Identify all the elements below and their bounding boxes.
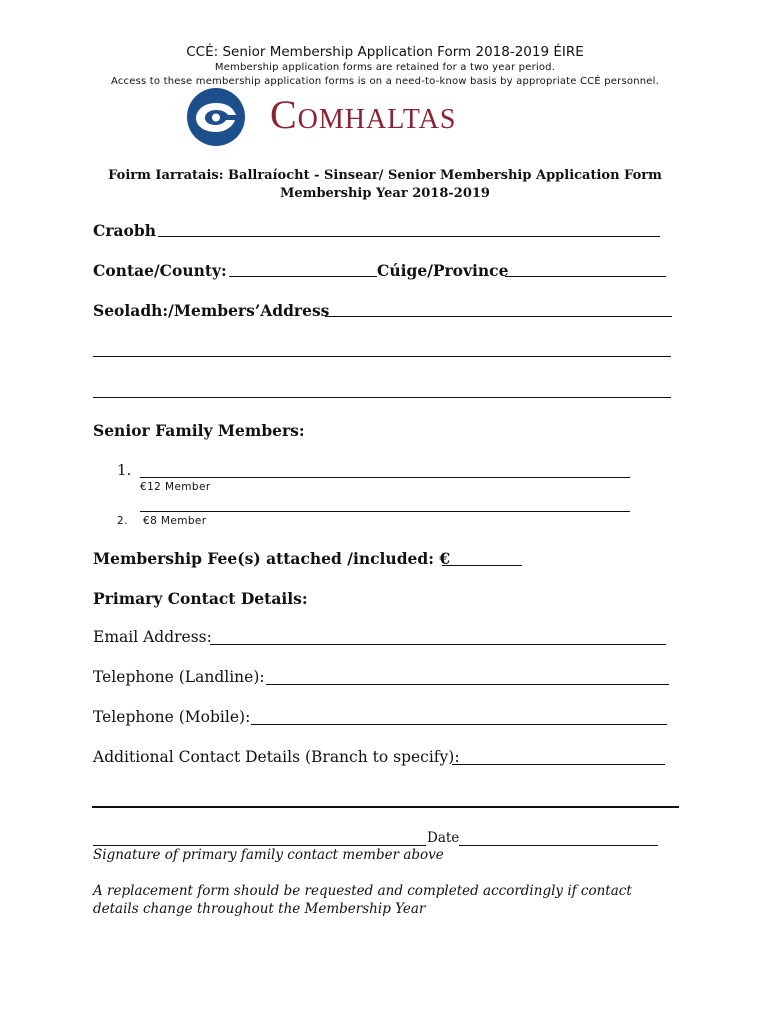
signature-field[interactable] bbox=[93, 845, 426, 846]
address-field-line1[interactable] bbox=[325, 316, 672, 317]
email-field[interactable] bbox=[210, 644, 666, 645]
province-label: Cúige/Province bbox=[377, 261, 509, 280]
address-label: Seoladh:/Members’Address bbox=[93, 301, 330, 320]
address-field-line2[interactable] bbox=[93, 356, 671, 357]
family-members-heading: Senior Family Members: bbox=[93, 421, 305, 440]
signature-note: Signature of primary family contact member above bbox=[93, 847, 444, 863]
form-title bbox=[0, 167, 770, 203]
comhaltas-wordmark: Comhaltas bbox=[270, 92, 457, 137]
address-field-line3[interactable] bbox=[93, 397, 671, 398]
member1-number: 1. bbox=[117, 461, 132, 479]
comhaltas-emblem-icon bbox=[186, 88, 246, 146]
member2-number: 2. bbox=[117, 515, 128, 527]
fee-amount-field[interactable] bbox=[442, 565, 522, 566]
member2-fee: €8 Member bbox=[143, 515, 207, 527]
member1-fee: €12 Member bbox=[140, 481, 211, 493]
date-label: Date bbox=[427, 830, 460, 846]
primary-contact-heading: Primary Contact Details: bbox=[93, 589, 308, 608]
member2-name-field[interactable] bbox=[140, 511, 630, 512]
county-field[interactable] bbox=[229, 276, 377, 277]
additional-contact-label: Additional Contact Details (Branch to specify): bbox=[93, 748, 460, 766]
retention-notice: Membership application forms are retained for a two year period. bbox=[214, 62, 556, 73]
additional-contact-field[interactable] bbox=[452, 764, 665, 765]
form-title-line1: Foirm Iarratais: Ballraíocht - Sinsear/ Senior Membership Application Form bbox=[108, 168, 662, 183]
fee-label: Membership Fee(s) attached /included: € bbox=[93, 549, 451, 568]
email-label: Email Address: bbox=[93, 628, 212, 646]
access-notice: Access to these membership application forms is on a need-to-know basis by appropriate CCÉ personnel. bbox=[110, 76, 659, 87]
landline-label: Telephone (Landline): bbox=[93, 668, 265, 686]
county-label: Contae/County: bbox=[93, 261, 227, 280]
header-title: CCÉ: Senior Membership Application Form 2018-2019 ÉIRE bbox=[186, 44, 584, 60]
date-field[interactable] bbox=[459, 845, 658, 846]
mobile-label: Telephone (Mobile): bbox=[93, 708, 251, 726]
branch-field[interactable] bbox=[158, 236, 660, 237]
member1-name-field[interactable] bbox=[140, 477, 630, 478]
replacement-note: A replacement form should be requested and completed accordingly if contact details change throughout the Membership Year bbox=[93, 883, 632, 917]
branch-label: Craobh bbox=[93, 221, 156, 240]
mobile-field[interactable] bbox=[251, 724, 667, 725]
section-divider bbox=[92, 806, 679, 808]
form-title-line2: Membership Year 2018-2019 bbox=[280, 186, 490, 201]
comhaltas-logo bbox=[186, 88, 526, 146]
landline-field[interactable] bbox=[266, 684, 669, 685]
province-field[interactable] bbox=[505, 276, 666, 277]
